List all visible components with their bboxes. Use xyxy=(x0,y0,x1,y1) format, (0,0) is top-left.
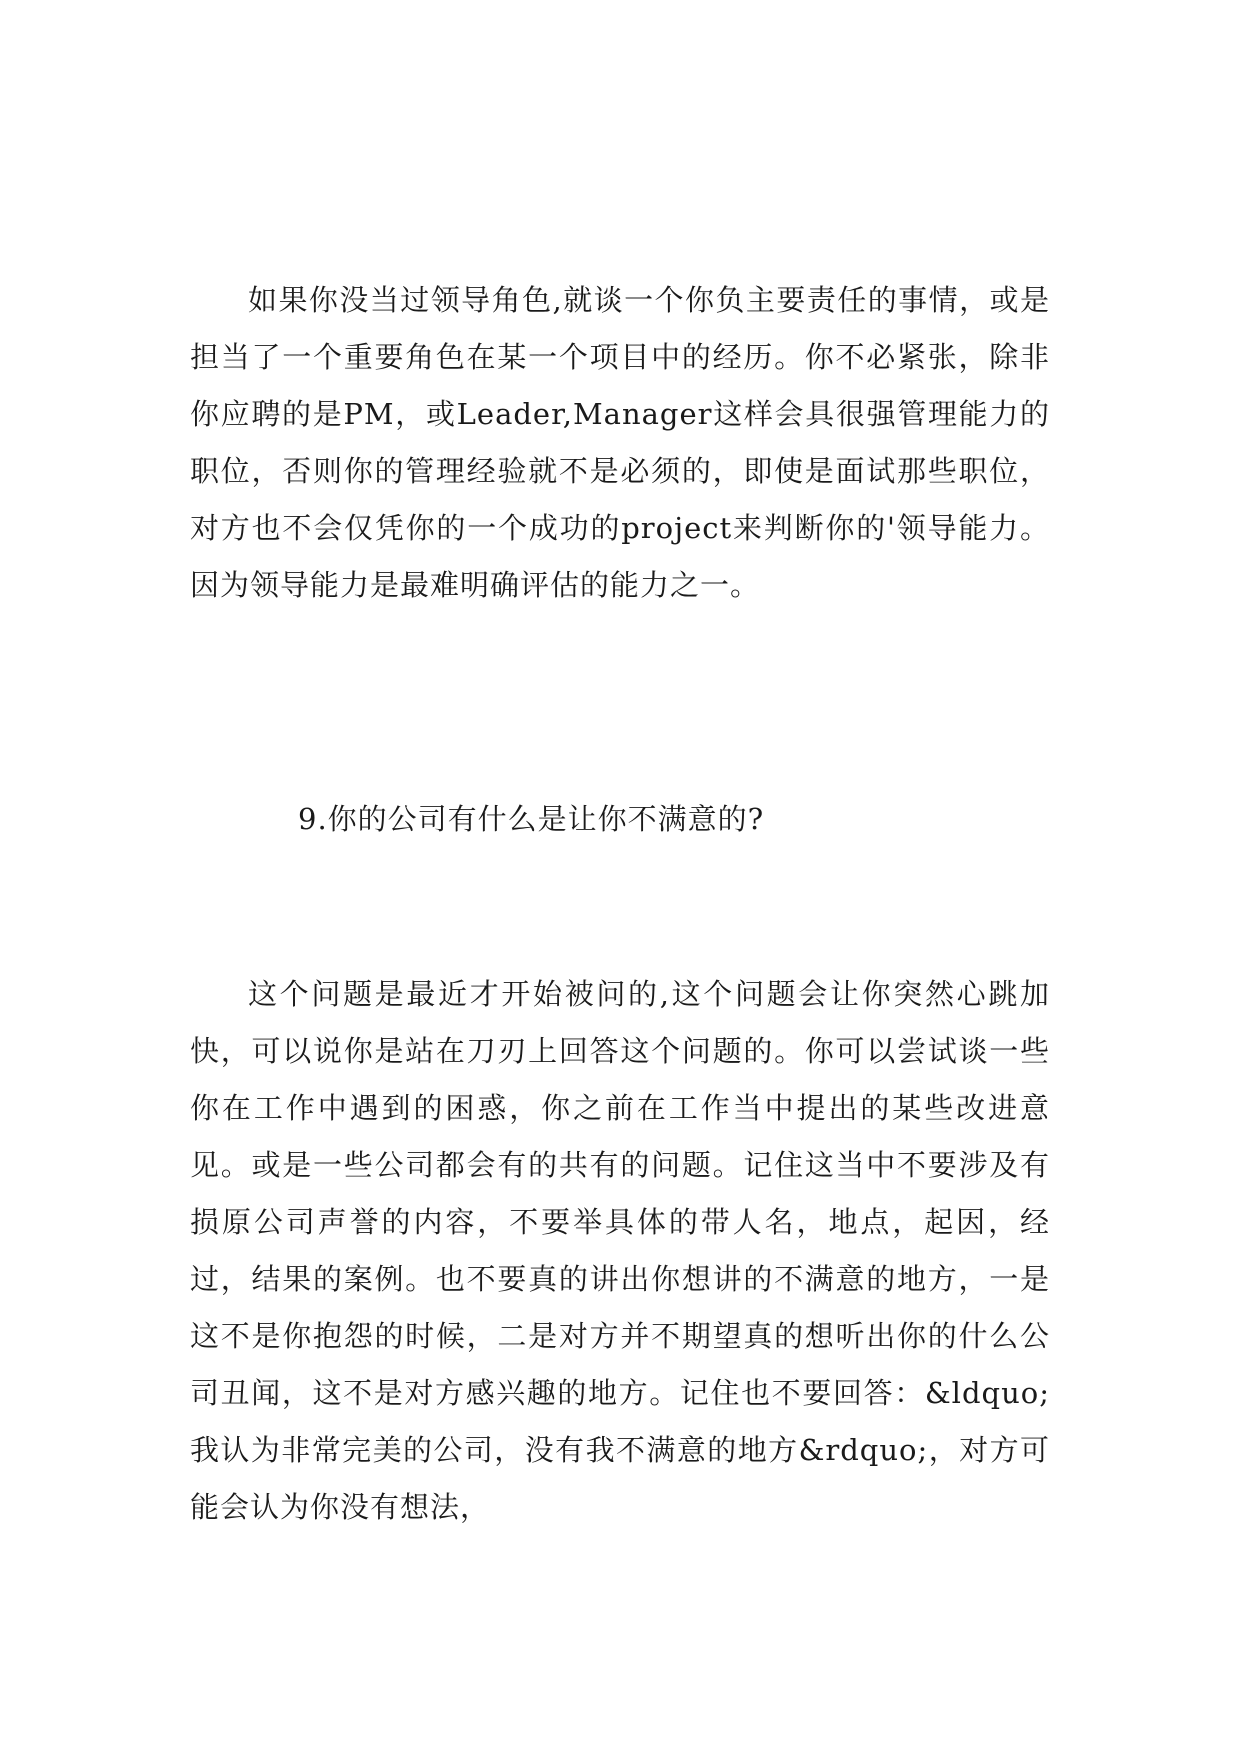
question-heading-9: 9.你的公司有什么是让你不满意的? xyxy=(298,802,765,836)
body-paragraph-leadership: 如果你没当过领导角色,就谈一个你负主要责任的事情，或是担当了一个重要角色在某一个项目中的经历。你不必紧张，除非你应聘的是PM，或Leader,Manager这样会具很强管理能力的职位，否则你的管理经验就不是必须的，即使是面试那些职位，对方也不会仅凭你的一个成功的project来判断你的'领导能力。因为领导能力是最难明确评估的能力之一。 xyxy=(190,283,1050,602)
body-paragraph-company-dissatisfaction: 这个问题是最近才开始被问的,这个问题会让你突然心跳加快，可以说你是站在刀刃上回答这个问题的。你可以尝试谈一些你在工作中遇到的困惑，你之前在工作当中提出的某些改进意见。或是一些公司都会有的共有的问题。记住这当中不要涉及有损原公司声誉的内容，不要举具体的带人名，地点，起因，经过，结果的案例。也不要真的讲出你想讲的不满意的地方，一是这不是你抱怨的时候，二是对方并不期望真的想听出你的什么公司丑闻，这不是对方感兴趣的地方。记住也不要回答：&ldquo;我认为非常完美的公司，没有我不满意的地方&rdquo;，对方可能会认为你没有想法， xyxy=(190,977,1050,1524)
